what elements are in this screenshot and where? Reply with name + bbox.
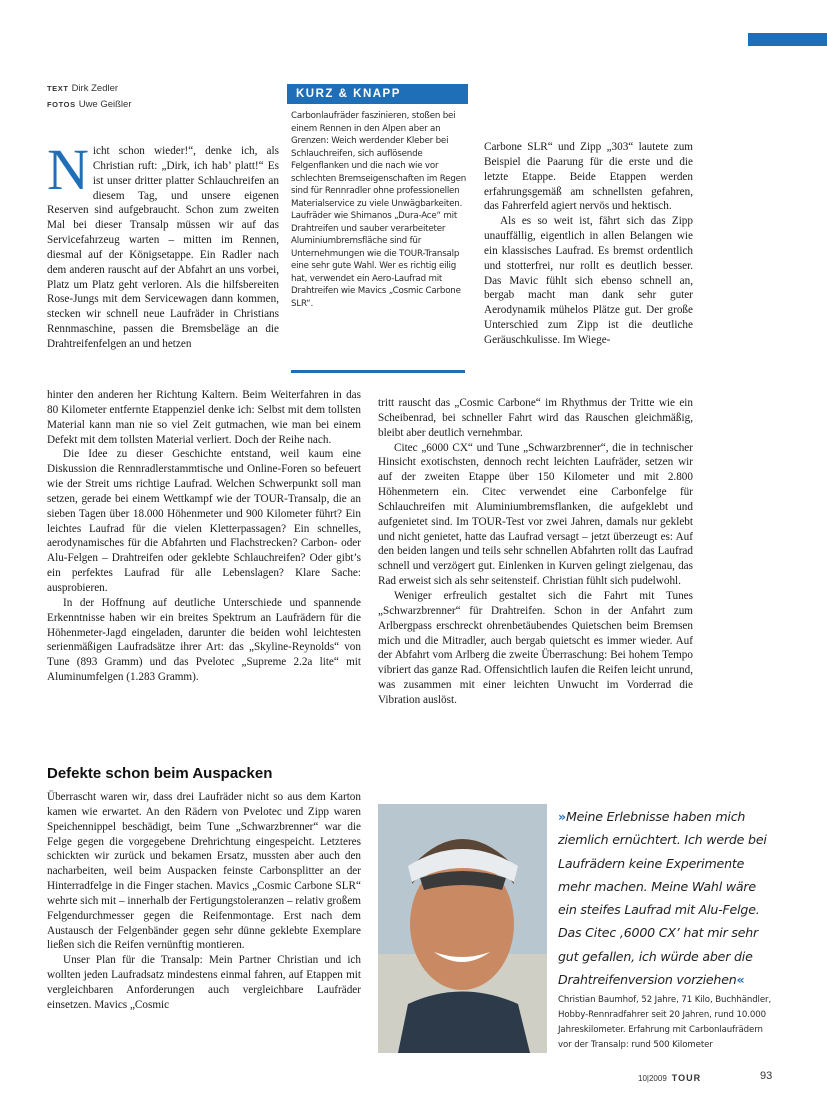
- article-paragraph-2: Die Idee zu dieser Geschichte entstand, weil kaum eine Diskussion die Rennradlerstammtische und Online-Foren so befeuert wie der Streit ums richtige Laufrad. Welchen Schwerpunkt soll man setzen, gerade bei einem Wettkampf wie der TOUR-Transalp, die an sieben Tagen über 18.000 Höhenmeter und 900 Kilometer führt? Ein leichtes Laufrad für die vielen Kletterpassagen? Ein schnelles, aerodynamisches für die Abfahrten und Flachstrecken? Carbon- oder Alu-Felgen – Drahtreifen oder geklebte Schlauchreifen? Oder gibt’s ein perfektes Laufrad für alle Lebenslagen? Klare Sache: ausprobieren.: [47, 448, 361, 594]
- article-paragraph-1-end: hinter den anderen her Richtung Kaltern. Beim Weiterfahren in das 80 Kilometer entfernte Etappenziel denke ich: Selbst mit dem tollsten Material kann man nie so viel Zeit gutmachen, wie man bei einem Defekt mit dem tollsten Material verliert. Doch der Reihe nach.: [47, 389, 361, 446]
- pull-quote: [558, 805, 778, 991]
- drop-cap: N: [47, 137, 89, 202]
- text-credit: [47, 83, 118, 94]
- photo-credit-name: Uwe Geißler: [78, 99, 132, 110]
- article-paragraph-3: In der Hoffnung auf deutliche Unterschiede und spannende Erkenntnisse haben wir ein breites Spektrum an Laufrädern für die Höhenmeter-Jagd eingeladen, darunter die beiden wohl leichtesten serienmäßigen Laufradsätze ihrer Art: das „Skyline-Reynolds“ von Tune (893 Gramm) und das Pvelotec „Supreme 2.2a lite“ mit Aluminumfelgen (1.283 Gramm).: [47, 596, 361, 684]
- text-credit-label: TEXT: [47, 84, 69, 93]
- article-paragraph-7: Als es so weit ist, fährt sich das Zipp unauffällig, eigentlich in allen Belangen wie ein klassisches Laufrad. Es bremst ordentlich und stotterfrei, nur rollt es deutlich besser. Das Mavic fühlt sich ebenso schnell an, bergab macht man dank sehr guter Aerodynamik mühelos Plätze gut. Der große Unterschied zum Zipp ist die deutliche Geräuschkulisse. Im Wiege-: [484, 215, 693, 346]
- quote-text: Meine Erlebnisse haben mich ziemlich ernüchtert. Ich werde bei Laufrädern keine Experimente mehr machen. Meine Wahl wäre ein steifes Laufrad mit Alu-Felge. Das Citec ‚6000 CX’ hat mir sehr gut gefallen, ich würde aber die Drahtreifenversion vorziehen: [558, 809, 767, 988]
- article-paragraph-9: Weniger erfreulich gestaltet sich die Fahrt mit Tunes „Schwarzbrenner“ für Drahtreifen. Schon in der Anfahrt zum Arlbergpass erschreckt ohrenbetäubendes Quietschen beim Bremsen mich und die Mitradler, auch bergab quietscht es immer wieder. Auf der Abfahrt vom Arlberg die zweite Überraschung: Bei hohem Tempo vibriert das ganze Rad. Offensichtlich laufen die Reifen leicht unrund, was zusammen mit einer leichten Unwucht im Vorderrad die Vibration auslöst.: [378, 589, 693, 706]
- info-box-text: Carbonlaufräder faszinieren, stoßen bei einem Rennen in den Alpen aber an Grenzen: Weich werdender Kleber bei Schlauchreifen, sich auflösende Felgenflanken und die nach wie vor schlechten Bremseigenschaften im Regen sind für Rennradler ohne professionellen Materialservice zu viele Unwägbarkeiten. Laufräder wie Shimanos „Dura-Ace“ mit Drahtreifen und sauber verarbeiteter Aluminiumbremsfläche sind für Unternehmungen wie die TOUR-Transalp eine sehr gute Wahl. Wer es richtig eilig hat, verwendet ein Aero-Laufrad mit Drahtreifen wie Mavics „Cosmic Carbone SLR“.: [291, 111, 467, 309]
- portrait-photo: [378, 804, 547, 1053]
- article-paragraph-1: Nicht schon wieder!“, denke ich, als Christian ruft: „Dirk, ich hab’ platt!“ Es ist unser dritter platter Schlauchreifen an diesem Tag, und unsere eigenen Reserven sind aufgebraucht. Schon zum zweiten Mal bei dieser Transalp müssen wir auf das Servicefahrzeug warten – mitten im Rennen, diesmal auf der Königsetappe. Ein Radler nach dem anderen rauscht auf der Abfahrt an uns vorbei, Platz um Platz geht verloren. Als die hilfsbereiten Rose-Jungs mit dem Servicewagen dann kommen, stecken wir schnell neue Laufräder in Christians Rennmaschine, passen die Bremsbeläge an die Drahtreifenfelgen an und hetzen: [47, 137, 279, 350]
- portrait-illustration: [378, 804, 547, 1053]
- info-box-title: KURZ & KNAPP: [287, 84, 468, 104]
- page-number: 93: [760, 1070, 773, 1082]
- photo-caption: Christian Baumhof, 52 Jahre, 71 Kilo, Buchhändler, Hobby-Rennradfahrer seit 20 Jahren, rund 10.000 Jahreskilometer. Erfahrung mit Carbonlaufrädern vor der Transalp: rund 500 Kilometer: [558, 995, 772, 1050]
- issue-number: 10|2009: [638, 1074, 667, 1083]
- article-paragraph-5: Unser Plan für die Transalp: Mein Partner Christian und ich wollten jeden Laufradsatz mindestens einmal fahren, auf Etappen mit vergleichbaren Anforderungen auch vergleichbare Laufräder einsetzen. Mavics „Cosmic: [47, 954, 361, 1011]
- article-column-a: [47, 137, 279, 352]
- article-column-c: [378, 396, 693, 708]
- article-paragraph-8: Citec „6000 CX“ und Tune „Schwarzbrenner“, die in technischer Hinsicht exotischsten, dennoch recht leichten Laufräder, setzen wir auf der zweiten Etappe über 150 Kilometer und mit 2.800 Höhenmetern ein. Citec verwendet eine Carbonfelge für Schlauchreifen mit Aluminiumbremsflanken, die aufgeklebt und aufgenietet sind. Im TOUR-Test vor zwei Jahren, damals nur geklebt und nicht genietet, hatte das Laufrad versagt – jetzt überzeugt es: Auf den beiden langen und teils sehr schnellen Abfahrten rollt das Laufrad schnell und verzögert gut. Einlenken in Kurven gelingt zielgenau, das Rad erweist sich als sehr seitensteif. Christian fühlt sich pudelwohl.: [378, 441, 693, 588]
- article-column-a-lower: [47, 790, 361, 1013]
- article-paragraph-7-end: tritt rauscht das „Cosmic Carbone“ im Rhythmus der Tritte wie ein Scheibenrad, bei schneller Fahrt wird das Rauschen gleichmäßig, bleibt aber deutlich vernehmbar.: [378, 397, 693, 439]
- article-column-a-wide: [47, 388, 361, 685]
- photo-credit-label: FOTOS: [47, 100, 76, 109]
- text-credit-name: Dirk Zedler: [71, 83, 119, 94]
- article-column-b: [484, 140, 693, 348]
- article-paragraph-4: Überrascht waren wir, dass drei Laufräder nicht so aus dem Karton kamen wie erwartet. An den Rädern von Pvelotec und Zipp waren Speichennippel beschädigt, beim Tune „Schwarzbrenner“ war die Felge gegen die vorgegebene Drehrichtung eingespeicht. Letzteres schickten wir zurück und bekamen Ersatz, mussten aber auch den nacharbeiten, weil beim Auspacken feinste Carbonsplitter an der Hinterradfelge in die Finger stachen. Mavics „Cosmic Carbone SLR“ wehrte sich mit – innerhalb der Fertigungstoleranzen – relativ großem Felgendurchmesser gegen die Reifenmontage. Erst nach dem Austausch der Felgenbänder gegen sehr dünne geklebte Exemplare ließen sich die Reifen vernünftig montieren.: [47, 791, 361, 952]
- info-box: [287, 84, 468, 310]
- quote-close-mark: «: [736, 972, 745, 988]
- info-box-rule: [291, 370, 465, 373]
- section-heading: Defekte schon beim Auspacken: [47, 765, 273, 782]
- photo-credit: [47, 99, 132, 110]
- quote-open-mark: »: [558, 809, 566, 824]
- section-tab: [748, 33, 827, 46]
- page-footer: [638, 1073, 701, 1083]
- article-paragraph-6: Carbone SLR“ und Zipp „303“ lautete zum Beispiel die Paarung für die erste und die letzte Etappe. Beide Etappen werden erfahrungsgemäß am schnellsten gefahren, das Fahrerfeld agiert nervös und hektisch.: [484, 141, 693, 213]
- magazine-name: TOUR: [671, 1073, 702, 1083]
